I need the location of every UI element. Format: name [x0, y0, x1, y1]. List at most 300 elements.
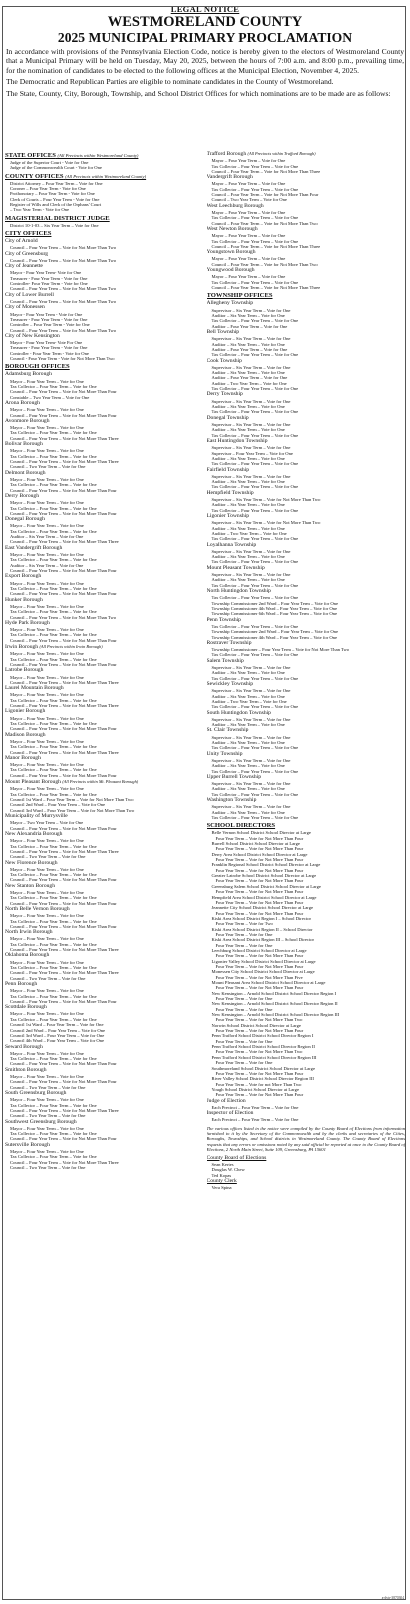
office-line: Controller – Four Year Term - Vote for One [10, 322, 90, 328]
office-line: Tax Collector – Four Year Term – Vote for One [211, 536, 299, 542]
office-line: Tax Collector – Four Year Term – Vote for One [211, 386, 299, 392]
office-line: Kiski Area School District Region I – School Director [211, 915, 312, 921]
office-line: Auditor – Six Year Term – Vote for One [211, 670, 285, 676]
municipality-name [5, 620, 204, 627]
office-line: Tax Collector – Four Year Term – Vote for One [211, 815, 299, 821]
section-title: MAGISTERIAL DISTRICT JUDGE [5, 214, 110, 222]
municipality-name [5, 573, 204, 580]
office-line: Auditor – Two Year Term – Vote for One [211, 380, 287, 386]
office-line: Tax Collector – Four Year Term – Vote for One [10, 965, 97, 971]
office-line: Township Commissioner 2nd Ward – Four Year Term – Vote for One [211, 629, 338, 635]
municipality-name [207, 617, 406, 624]
office-line: Council – Four Year Term – Vote for Not More Than Four [10, 591, 117, 597]
office-line: Tax Collector – Four Year Term – Vote for One [10, 767, 97, 773]
office-line: Mayor – Four Year Term – Vote for One [10, 500, 84, 506]
office-line: Mayor – Four Year Term – Vote for One [10, 448, 84, 454]
office-line: Supervisor – Four Year Term – Vote for One [211, 450, 293, 456]
office-line: Treasurer - Four Year Term - Vote for One [10, 316, 88, 322]
office-line: Tax Collector – Four Year Term – Vote for One [211, 623, 299, 629]
office-line: Supervisor – Six Year Term – Vote for Not More Than Two [211, 520, 321, 526]
office-line: Supervisor – Six Year Term – Vote for One [211, 364, 291, 370]
municipality-name [207, 774, 406, 781]
office-line: Franklin Regional School District School Director at Large [211, 862, 321, 868]
municipality-name [5, 981, 204, 988]
municipality-label: City of Monessen [5, 304, 45, 311]
office-line: Mayor – Four Year Term – Vote for One [10, 692, 84, 698]
municipality-name [207, 203, 406, 210]
municipality-name [5, 755, 204, 762]
office-line: Mayor – Four Year Term – Vote for One [10, 425, 84, 431]
office-line: Four Year Term – Vote for One [215, 931, 273, 937]
office-line: Tax Collector – Four Year Term – Vote for One [10, 1131, 97, 1137]
section-heading [5, 173, 204, 181]
office-line: Council – Four Year Term – Vote for Not More Than Four [10, 661, 117, 667]
municipality-name [5, 333, 204, 340]
office-line: Council – Four Year Term – Vote for Not More Than Four [10, 412, 117, 418]
section-title: SCHOOL DIRECTORS [206, 822, 276, 830]
office-line: Council – Two Year Term – Vote for One [10, 975, 86, 981]
office-line: River Valley School District School Director Region III [211, 1076, 314, 1082]
municipality-name [5, 929, 204, 936]
office-line: Council – Four Year Term – Vote for Not More Than Three [211, 243, 321, 249]
office-line: Four Year Term – Vote for Not More Than Five [215, 974, 303, 980]
section-heading [207, 822, 406, 830]
office-line: Greensburg Salem School District School Director at Large [211, 883, 321, 889]
office-line: Supervisor – Six Year Term – Vote for One [211, 734, 291, 740]
intro-paragraph: In accordance with provisions of the Pennsylvania Election Code, notice is hereby given to the electors of Westmoreland County that a Municipal Primary will be held on Tuesday, May 20, 2025, between the hours of 7:00 a.m. and 8:00 p.m., prevailing time, for the nomination of candidates to be elected to the following offices at the Municipal Election, November 4, 2025. [6, 47, 404, 75]
office-line: Four Year Term – Vote for Not More Than Four [215, 835, 304, 841]
office-line: Supervisor – Six Year Term – Vote for One [211, 336, 291, 342]
right-column [207, 150, 406, 1598]
office-line: Council – Four Year Term – Vote for Not More Than Three [211, 168, 321, 174]
office-line: Four Year Term – Vote for Not More Than Four [215, 1070, 304, 1076]
office-line: Council – Four Year Term – Vote for Not More Than Three [10, 947, 119, 953]
municipality-label: Latrobe Borough [5, 667, 44, 674]
office-line: Coroner – Four Year Term - Vote for One [10, 186, 86, 192]
section-heading [207, 292, 406, 300]
office-line: Vera Spina [211, 1185, 232, 1191]
municipality-label: Sewickley Township [206, 680, 254, 687]
municipality-name [5, 400, 204, 407]
municipality-label: Hyde Park Borough [5, 619, 50, 626]
municipality-label: Youngwood Borough [206, 267, 255, 274]
municipality-label: Inspector of Election [206, 1110, 254, 1117]
municipality-label: Oklahoma Borough [5, 952, 50, 959]
office-line: Kiski Area School District Region II – School Director [211, 926, 313, 932]
municipality-note: (All Precincts within Mt. Pleasant Borough) [62, 779, 139, 785]
office-line: Council – Four Year Term – Vote for Not More Than Four [10, 825, 117, 831]
municipality-name [207, 329, 406, 336]
municipality-label: Hunker Borough [5, 596, 43, 603]
municipality-label: West Leechburg Borough [206, 202, 264, 209]
municipality-label: St. Clair Township [206, 727, 249, 734]
municipality-label: Upper Burrell Township [206, 773, 262, 780]
office-line: Mayor – Four Year Term – Vote for One [10, 1050, 84, 1056]
office-line: Auditor – Six Year Term – Vote for One [211, 370, 285, 376]
office-line: Tax Collector – Four Year Term – Vote for One [10, 791, 97, 797]
office-line: Mayor – Four Year Term – Vote for One [10, 552, 84, 557]
office-line: Council – Four Year Term – Vote for Not More Than Two [10, 614, 117, 620]
municipality-label: South Huntingdon Township [206, 709, 271, 716]
office-line: Auditor – Six Year Term – Vote for One [211, 341, 285, 347]
office-line: Yough School District School Director at Large [211, 1086, 299, 1092]
office-line: Auditor – Six Year Term – Vote for One [211, 525, 285, 531]
municipality-label: Donegal Borough [5, 516, 45, 523]
office-line: Council 3rd Ward – Four Year Term – Vote for One [10, 1032, 105, 1038]
office-line: Mayor – Four Year Term – Vote for One [211, 274, 286, 280]
office-line: Council – Four Year Term – Vote for Not More Than Four [10, 900, 117, 906]
municipality-label: South Greensburg Borough [5, 1090, 67, 1097]
office-line: Council – Four Year Term – Vote for Not More Than Four [10, 568, 117, 574]
office-line: Supervisor – Six Year Term – Vote for One [211, 664, 291, 670]
office-line: Mayor – Four Year Term – Vote for One [10, 603, 84, 609]
section-heading [5, 230, 204, 238]
office-line: Four Year Term – Vote for Two [215, 921, 273, 927]
office-line: Council – Four Year Term – Vote for Not More Than Two [10, 327, 117, 333]
office-line: Sean Kertes [211, 1161, 234, 1167]
municipality-name [5, 292, 204, 299]
office-line: Auditor – Two Year Term – Vote for One [211, 530, 287, 536]
office-line: Burrell School District School Director at Large [211, 841, 300, 847]
municipality-name [5, 516, 204, 523]
office-line: Mayor - Four Year Term - Vote for One [10, 311, 83, 317]
municipality-label: Trafford Borough [206, 151, 247, 157]
municipality-label: New Stanton Borough [5, 882, 56, 889]
municipality-name [5, 371, 204, 378]
municipality-label: Arona Borough [5, 400, 40, 407]
office-line: Tax Collector – Four Year Term – Vote for One [211, 279, 299, 285]
office-line: Council – Four Year Term – Vote for Not More Than Three [211, 285, 321, 291]
municipality-name [5, 813, 204, 820]
office-line: Auditor – Six Year Term – Vote for One [10, 562, 84, 568]
municipality-name [5, 441, 204, 448]
municipality-label: County Board of Elections [206, 1154, 267, 1161]
office-line: Supervisor – Six Year Term – Vote for One [211, 572, 291, 578]
municipality-name [207, 797, 406, 804]
office-line: Supervisor – Six Year Term – Vote for One [211, 398, 291, 404]
office-line: Tax Collector – Four Year Term – Vote for One [211, 163, 299, 169]
office-line: Supervisor – Six Year Term – Vote for One [211, 473, 291, 479]
office-line: Controller- Four Year Term - Vote for One [10, 281, 88, 287]
office-line: Tax Collector – Four Year Term – Vote for One [10, 1154, 97, 1160]
office-line: Four Year Term – Vote for Not More Than Four [215, 857, 304, 863]
office-line: Council – Four Year Term – Vote for Not More Than Four [10, 726, 117, 732]
municipality-name [207, 1098, 406, 1105]
office-line: Mayor – Two Year Term – Vote for One [10, 820, 84, 826]
municipality-name [5, 667, 204, 674]
municipality-label: West Newton Borough [206, 226, 258, 233]
office-line: Tax Collector – Four Year Term – Vote for One [10, 918, 97, 924]
municipality-name [5, 418, 204, 425]
office-line: Supervisor – Six Year Term – Vote for One [211, 804, 291, 810]
office-line: Council – Two Year Term – Vote for One [10, 854, 86, 860]
municipality-name [5, 643, 204, 651]
office-line: Auditor – Six Year Term – Vote for One [211, 312, 285, 318]
office-line: Four Year Term – Vote for One [215, 1038, 273, 1044]
office-line: Penn Trafford School District School Director Region II [211, 1044, 315, 1050]
municipality-name [5, 1090, 204, 1097]
office-line: Council – Four Year Term – Vote for Not More Than Three [10, 749, 119, 755]
office-line: Tax Collector – Four Year Term – Vote for One [10, 557, 97, 563]
office-line: Four Year Term – Vote for Not More Than Four [215, 910, 304, 916]
municipality-label: Laurel Mountain Borough [5, 685, 64, 692]
municipality-label: Penn Township [206, 616, 241, 623]
municipality-name [5, 251, 204, 258]
office-line: Auditor – Two Year Term – Vote for One [211, 698, 287, 704]
section-title: BOROUGH OFFICES [5, 363, 70, 371]
municipality-label: Smithton Borough [5, 1066, 47, 1073]
office-line: Supervisor – Six Year Term – Vote for One [211, 781, 291, 787]
office-line: Auditor – Six Year Term – Vote for One [10, 534, 84, 540]
municipality-name [5, 1067, 204, 1074]
municipality-label: Adamsburg Borough [5, 371, 52, 378]
office-line: Council - Four Year Term - Vote for Not More Than Two [10, 356, 115, 362]
municipality-name [207, 565, 406, 572]
office-line: Auditor – Six Year Term – Vote for One [211, 427, 285, 433]
municipality-label: Washington Township [206, 797, 257, 804]
office-line: Council – Four Year Term – Vote for Not More Than Four [10, 1061, 117, 1067]
municipality-name [207, 300, 406, 307]
municipality-label: City of New Kensington [5, 332, 60, 339]
municipality-name [207, 415, 406, 422]
office-line: Four Year Term – Vote for Not More Than Four [215, 899, 304, 905]
office-line: Supervisor – Six Year Term – Vote for One [211, 548, 291, 554]
office-line: Council – Four Year Term – Vote for Not More Than Four [10, 510, 117, 516]
municipality-label: Delmont Borough [5, 469, 46, 476]
municipality-label: City of Greensburg [5, 250, 49, 257]
office-line: Supervisor – Six Year Term – Vote for One [211, 307, 291, 313]
office-line: Mayor – Four Year Term – Vote for One [10, 674, 84, 680]
office-line: Four Year Term – Vote for not More Than Two [215, 1081, 302, 1087]
municipality-label: Salem Township [206, 657, 244, 664]
office-line: Council – Four Year Term – Vote for Not More Than Four [10, 487, 117, 493]
municipality-label: North Irwin Borough [5, 929, 53, 936]
ad-code: a-dvtr-3870304 [381, 1596, 404, 1600]
municipality-name [5, 831, 204, 838]
office-line: Council – Four Year Term – Vote for Not More Than Three [10, 703, 119, 709]
municipality-label: Southwest Greensburg Borough [5, 1118, 77, 1125]
municipality-label: Vandergrift Borough [206, 174, 253, 181]
office-line: Ligonier Valley School District School Director at Large [211, 958, 316, 964]
office-line: Mayor – Four Year Term – Vote for One [10, 913, 84, 919]
office-line: Mayor – Four Year Term – Vote for One [10, 889, 84, 895]
office-line: Council – Four Year Term – Vote for Not More Than Two [10, 286, 117, 292]
municipality-label: Unity Township [206, 750, 243, 757]
office-line: Derry Area School District School Director at Large [211, 851, 308, 857]
office-line: Mayor – Four Year Term – Vote for One [10, 738, 84, 744]
office-line: Township Commissioner 4th Ward – Four Year Term – Vote for One [211, 634, 337, 640]
office-line: Auditor – Four Year Term – Vote for One [211, 323, 288, 329]
office-line: Four Year Term – Vote for One [215, 942, 273, 948]
office-line: New Kensington – Arnold School District School Director Region III [211, 1012, 340, 1018]
office-line: Four Year Term – Vote for Not More Than Four [215, 878, 304, 884]
municipality-name [5, 1044, 204, 1051]
municipality-label: Seward Borough [5, 1043, 43, 1050]
office-line: Tax Collector – Four Year Term – Vote for One [10, 993, 97, 999]
office-line: Each Precinct – Four Year Term – Vote for One [211, 1117, 299, 1123]
office-line: Tax Collector – Four Year Term – Vote for One [211, 432, 299, 438]
office-line: Council – Four Year Term – Vote for Not More Than Four [10, 998, 117, 1004]
office-line: Tax Collector – Four Year Term – Vote for One [211, 675, 299, 681]
municipality-label: Ligonier Township [206, 513, 250, 519]
office-line: Council – Four Year Term – Vote for Not More Than Four [10, 637, 117, 643]
office-line: Council – Four Year Term – Vote for Not More Than Four [10, 1079, 117, 1085]
office-line: Clerk of Courts – Four Year Term - Vote for One [10, 196, 100, 202]
municipality-label: Judge of Election [206, 1097, 246, 1104]
office-line: Tax Collector – Four Year Term – Vote for One [211, 484, 299, 490]
section-title: CITY OFFICES [5, 230, 52, 238]
municipality-name [207, 710, 406, 717]
office-line: Mayor – Four Year Term – Vote for One [10, 1125, 84, 1131]
office-line: Tax Collector – Four Year Term – Vote for One [211, 652, 299, 658]
municipality-label: Ligonier Borough [5, 708, 46, 715]
municipality-name [5, 708, 204, 715]
municipality-name [207, 150, 406, 158]
office-line: Council – Four Year Term – Vote for Not More Than Three [10, 459, 119, 465]
office-line: Tax Collector – Four Year Term – Vote for One [10, 453, 97, 459]
office-line: Mayor – Four Year Term – Vote for One [10, 959, 84, 965]
office-line: Tax Collector – Four Year Term – Vote for One [211, 745, 299, 751]
office-line: Auditor – Six Year Term – Vote for One [211, 740, 285, 745]
municipality-name [207, 588, 406, 595]
municipality-label: New Florence Borough [5, 859, 58, 866]
office-line: Four Year Term – Vote for Not More Than Four [215, 985, 304, 991]
municipality-name [5, 883, 204, 890]
office-line: Southmoreland School District School Director at Large [211, 1065, 316, 1071]
office-line: Supervisor – Six Year Term – Vote for One [211, 716, 291, 722]
office-line: Auditor – Six Year Term – Vote for One [211, 404, 285, 410]
office-line: Council – Four Year Term – Vote for Not More Than Three [10, 970, 119, 976]
office-line: Mayor – Four Year Term – Vote for One [211, 256, 286, 262]
office-line: Tax Collector – Four Year Term – Vote for One [10, 720, 97, 726]
municipality-label: East Huntingdon Township [206, 437, 268, 444]
office-line: Tax Collector – Four Year Term – Vote for One [211, 409, 299, 415]
office-line: Tax Collector – Four Year Term – Vote for One [211, 238, 299, 244]
municipality-label: City of Lower Burrell [5, 291, 54, 298]
section-title: COUNTY OFFICES [5, 172, 64, 180]
office-line: Auditor – Six Year Term – Vote for One [211, 786, 285, 792]
office-line: Auditor – Six Year Term – Vote for One [211, 722, 285, 728]
section-note: (All Precincts within Westmoreland County) [65, 173, 147, 179]
section-note: (All Precincts within Westmoreland County) [57, 153, 139, 158]
municipality-name [5, 860, 204, 867]
office-line: Tax Collector – Four Year Term – Vote for One [211, 461, 299, 467]
office-line: Four Year Term – Vote for One [215, 1006, 273, 1012]
municipality-label: North Belle Vernon Borough [5, 906, 70, 912]
municipality-label: Manor Borough [5, 754, 41, 761]
municipality-label: Madison Borough [5, 731, 46, 738]
office-line: Mayor – Four Year Term – Vote for One [10, 936, 84, 942]
office-line: Tax Collector – Four Year Term – Vote for One [10, 609, 97, 615]
municipality-label: County Clerk [206, 1177, 237, 1184]
office-line: Supervisor – Six Year Term – Vote for One [211, 421, 291, 427]
office-line: Auditor – Six Year Term – Vote for One [211, 502, 285, 508]
office-line: Council – Four Year Term – Vote for Not More Than Four [10, 923, 117, 929]
section-title: TOWNSHIP OFFICES [206, 292, 273, 300]
office-line: Mayor – Four Year Term – Vote for One [10, 1149, 84, 1155]
office-line: Tax Collector – Four Year Term – Vote for One [10, 384, 97, 390]
section-heading [5, 363, 204, 371]
municipality-label: Cook Township [206, 357, 242, 364]
office-line: Mayor – Four Year Term – Vote for One [10, 627, 84, 633]
office-line: Hempfield Area School District School Director at Large [211, 894, 317, 900]
office-line: Jeannette City School District School Director at Large [211, 905, 314, 911]
office-line: Auditor – Six Year Term – Vote for One [211, 479, 285, 485]
municipality-name [207, 174, 406, 181]
municipality-label: Rostraver Township [206, 639, 252, 646]
municipality-label: Donegal Township [206, 414, 249, 421]
office-line: Greater Latrobe School District School Director at Large [211, 873, 317, 879]
municipality-name [207, 467, 406, 474]
municipality-name [207, 751, 406, 758]
section-heading [5, 152, 204, 160]
office-line: Mount Pleasant Area School District School Director at Large [211, 980, 326, 986]
office-line: Treasurer - Four Year Term - Vote for One [10, 345, 88, 351]
office-line: Council – Four Year Term – Vote for Not More Than Three [10, 679, 119, 685]
office-line: Council 4th Ward – Four Year Term – Vote for One [10, 1038, 105, 1044]
municipality-label: North Huntingdon Township [206, 588, 271, 595]
office-line: Four Year Term – Vote for Not More Than Four [215, 953, 304, 959]
office-line: Auditor – Six Year Term – Vote for One [211, 809, 285, 815]
municipality-name [5, 238, 204, 245]
office-line: Council 3rd Ward – Four Year Term – Vote for Not More Than Two [10, 807, 135, 813]
office-line: Supervisor – Six Year Term – Vote for One [211, 757, 291, 763]
office-line: Supervisor – Six Year Term – Vote for One [211, 445, 291, 451]
municipality-name [5, 732, 204, 739]
municipality-name [5, 263, 204, 270]
office-line: Mayor – Four Year Term – Vote for One [211, 181, 286, 187]
municipality-name [207, 640, 406, 647]
municipality-name [5, 545, 204, 552]
section-heading [5, 215, 204, 223]
office-line: Council 1st Ward – Four Year Term – Vote for One [10, 1022, 104, 1028]
office-line: Council – Four Year Term – Vote for Not More Than Two [10, 257, 117, 263]
office-line: Belle Vernon School District School Director at Large [211, 830, 311, 836]
municipality-name [207, 513, 406, 520]
office-line: Supervisor – Six Year Term – Vote for One [211, 688, 291, 694]
office-line: Mayor – Four Year Term – Vote for One [211, 210, 286, 216]
office-line: Mayor – Four Year Term – Vote for One [10, 866, 84, 872]
office-line: Mayor - Four Year Term- Vote For One [10, 340, 83, 346]
office-line: Auditor – Four Year Term – Vote for One [211, 346, 288, 352]
municipality-label: City of Arnold [5, 238, 38, 245]
municipality-name [5, 1119, 204, 1126]
municipality-label: Loyalhanna Township [206, 541, 257, 548]
legal-notice-label: LEGAL NOTICE [170, 4, 240, 14]
office-line: Tax Collector – Four Year Term – Vote for One [10, 632, 97, 638]
office-line: Tax Collector – Four Year Term – Vote for One [211, 791, 299, 797]
office-line: Tax Collector – Four Year Term – Vote for One [211, 352, 299, 358]
office-line: Mayor – Four Year Term – Vote for One [10, 651, 84, 657]
office-line: Douglas W. Chew [211, 1167, 245, 1173]
office-line: Tax Collector – Four Year Term – Vote for One [211, 582, 299, 588]
office-line: Council – Four Year Term – Vote for Not More Than Three [10, 539, 119, 545]
municipality-name [5, 778, 204, 786]
left-column [5, 150, 204, 1598]
intro-paragraph: The State, County, City, Borough, Township, and School District Offices for which nominations are to be made are as follows: [6, 88, 391, 98]
office-line: Mayor – Four Year Term – Vote for One [211, 233, 286, 239]
office-line: Tax Collector – Four Year Term – Vote for One [10, 482, 97, 488]
municipality-name [207, 1178, 406, 1185]
office-line: Mayor – Four Year Term – Vote for One [10, 523, 84, 529]
office-line: Kiski Area School District Region III – School Director [211, 937, 315, 943]
municipality-name [207, 226, 406, 233]
office-line: Auditor – Six Year Term – Vote for One [211, 763, 285, 769]
office-line: Auditor – Six Year Term – Vote for One [211, 577, 285, 583]
municipality-name [5, 304, 204, 311]
office-line: Tax Collector – Four Year Term – Vote for One [10, 895, 97, 901]
office-line: Prothonotary – Four Year Term - Vote for One [10, 191, 95, 197]
